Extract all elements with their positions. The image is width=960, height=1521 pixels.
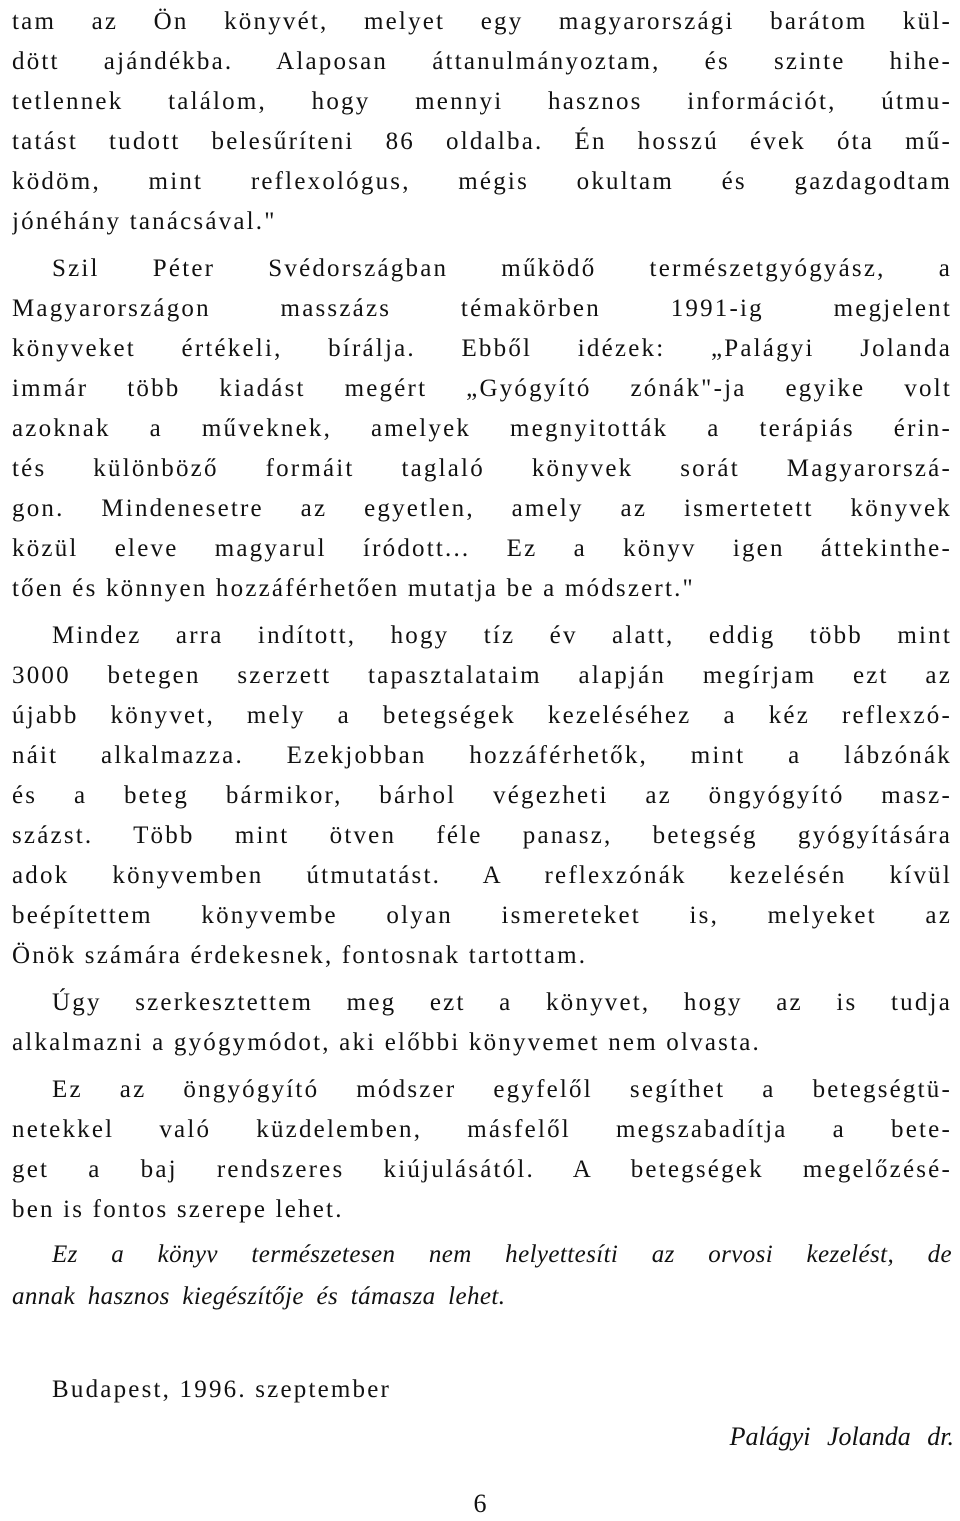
text-line: tatást tudott belesűríteni 86 oldalba. Én hosszú évek óta mű-: [12, 128, 952, 155]
text-line: tés különböző formáit taglaló könyvek sorát Magyarorszá-: [12, 455, 952, 482]
text-line: Úgy szerkesztettem meg ezt a könyvet, hogy az is tudja: [52, 989, 952, 1016]
text-line: tetlennek találom, hogy mennyi hasznos információt, útmu-: [12, 88, 952, 115]
text-line: alkalmazni a gyógymódot, aki előbbi könyvemet nem olvasta.: [12, 1029, 761, 1056]
italic-note-line: annak hasznos kiegészítője és támasza lehet.: [12, 1283, 506, 1310]
paragraph-4: [12, 983, 952, 1063]
text-line: újabb könyvet, mely a betegségek kezeléséhez a kéz reflexzó-: [12, 702, 952, 729]
text-line: jónéhány tanácsával.": [12, 208, 277, 235]
text-line: és a beteg bármikor, bárhol végezheti az öngyógyító masz-: [12, 782, 952, 809]
text-line: azoknak a műveknek, amelyek megnyitották a terápiás érin-: [12, 415, 952, 442]
text-line: ben is fontos szerepe lehet.: [12, 1196, 344, 1223]
text-line: adok könyvemben útmutatást. A reflexzónák kezelésén kívül: [12, 862, 952, 889]
text-line: beépítettem könyvembe olyan ismereteket is, melyeket az: [12, 902, 952, 929]
text-line: get a baj rendszeres kiújulásától. A betegségek megelőzésé-: [12, 1156, 952, 1183]
italic-note: [12, 1234, 952, 1318]
paragraph-1: [12, 2, 952, 242]
book-page: [12, 0, 952, 1318]
text-line: netekkel való küzdelemben, másfelől megszabadítja a bete-: [12, 1116, 952, 1143]
paragraph-2: [12, 249, 952, 609]
text-line: 3000 betegen szerzett tapasztalataim alapján megírjam ezt az: [12, 662, 952, 689]
text-line: Magyarországon masszázs témakörben 1991-ig megjelent: [12, 295, 952, 322]
paragraph-3: [12, 616, 952, 976]
text-line: Ez az öngyógyító módszer egyfelől segíthet a betegségtü-: [52, 1076, 952, 1103]
text-line: ködöm, mint reflexológus, mégis okultam és gazdagodtam: [12, 168, 952, 195]
text-line: immár több kiadást megért „Gyógyító zónák"-ja egyike volt: [12, 375, 952, 402]
author-signature: Palágyi Jolanda dr.: [729, 1422, 954, 1451]
place-and-date: Budapest, 1996. szeptember: [52, 1376, 392, 1403]
page-number: 6: [473, 1489, 487, 1518]
text-line: közül eleve magyarul íródott... Ez a könyv igen áttekinthe-: [12, 535, 952, 562]
text-line: dött ajándékba. Alaposan áttanulmányoztam, és szinte hihe-: [12, 48, 952, 75]
paragraph-5: [12, 1070, 952, 1230]
italic-note-line: Ez a könyv természetesen nem helyettesíti az orvosi kezelést, de: [52, 1241, 952, 1268]
text-line: százst. Több mint ötven féle panasz, betegség gyógyítására: [12, 822, 952, 849]
text-line: Szil Péter Svédországban működő természetgyógyász, a: [52, 255, 952, 282]
text-line: Önök számára érdekesnek, fontosnak tartottam.: [12, 942, 588, 969]
text-line: könyveket értékeli, bírálja. Ebből idézek: „Palágyi Jolanda: [12, 335, 952, 362]
text-line: tően és könnyen hozzáférhetően mutatja be a módszert.": [12, 575, 695, 602]
text-line: tam az Ön könyvét, melyet egy magyarországi barátom kül-: [12, 8, 952, 35]
text-line: náit alkalmazza. Ezekjobban hozzáférhetők, mint a lábzónák: [12, 742, 952, 769]
text-line: Mindez arra indított, hogy tíz év alatt, eddig több mint: [52, 622, 952, 649]
text-line: gon. Mindenesetre az egyetlen, amely az ismertetett könyvek: [12, 495, 952, 522]
